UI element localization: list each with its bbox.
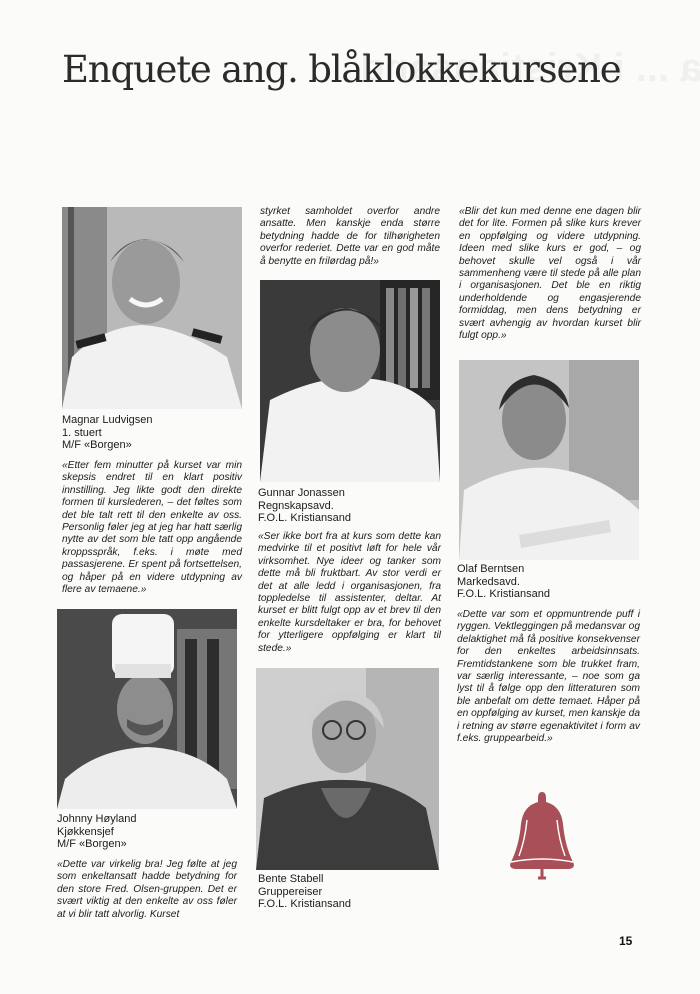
person-org: F.O.L. Kristiansand xyxy=(258,898,351,911)
portrait-magnar-ludvigsen xyxy=(62,207,242,409)
caption-magnar-ludvigsen xyxy=(62,414,242,452)
person-org: F.O.L. Kristiansand xyxy=(457,588,550,601)
person-name: Olaf Berntsen xyxy=(457,563,525,575)
portrait-bente-stabell xyxy=(256,668,439,870)
quote-olaf-berntsen: «Dette var som et oppmuntrende puff i ryggen. Vektleggingen på medansvar og delaktighet må få positive konsekvenser for den enkeltes arbeidsinnsats. Fremtidstankene som ble trukket fram, var særlig interessante, – noe som ga lyst til å følge opp den litteraturen som ble anbefalt om dette temaet. Håper på en oppfølging av kurset, men kanskje da i retning av større egenaktivitet i form av f.eks. gruppearbeid.» xyxy=(457,609,640,745)
person-role: Gruppereiser xyxy=(258,885,323,898)
quote-top-right: «Blir det kun med denne ene dagen blir det for lite. Formen på slike kurs krever en oppfølging og videre utdypning. Ideen med slike kurs er god, – og behovet skulle vel også i vår sammenheng være til stede på alle plan i organisasjonen. Det ble en riktig underholdende og engasjerende formiddag, men dens betydning er svært avhengig av hvordan kurset blir fulgt opp.» xyxy=(459,206,641,342)
quote-magnar-ludvigsen: «Etter fem minutter på kurset var min skepsis endret til en klart positiv innstilling. Jeg likte godt den direkte formen til kurslederen, – det føltes som det ble talt rett til den enkelte av oss. Personlig føler jeg at jeg har hatt særlig nytte av det som ble tatt opp angående kroppsspråk, f.eks. i møte med passasjerene. Er spent på fortsettelsen, og håper på en videre utdypning av flere av temaene.» xyxy=(62,460,242,596)
caption-bente-stabell xyxy=(258,873,443,911)
person-role: Kjøkkensjef xyxy=(57,825,114,838)
portrait-gunnar-jonassen xyxy=(260,280,440,482)
caption-olaf-berntsen xyxy=(457,563,642,601)
page-title: Enquete ang. blåklokkekursene xyxy=(62,48,621,91)
quote-continuation: styrket samholdet overfor andre ansatte. Men kanskje enda større betydning hadde de for tilhørigheten overfor rederiet. Dette var en god måte å benytte en frilørdag på!» xyxy=(260,206,440,267)
person-name: Gunnar Jonassen xyxy=(258,487,345,499)
caption-johnny-hoyland xyxy=(57,813,237,851)
quote-gunnar-jonassen: «Ser ikke bort fra at kurs som dette kan medvirke til et positivt løft for hele vår virksomhet. Nye ideer og tanker som dette må bli fruktbart. Av stor verdi er det at alle ledd i organisasjonen, fra toppledelse til assistenter, deltar. At kurset er blitt fulgt opp av et brev til den enkelte kursdeltaker er bra, for behovet for ytterligere oppfølging er klart til stede.» xyxy=(258,531,441,654)
person-org: M/F «Borgen» xyxy=(57,838,127,851)
person-org: M/F «Borgen» xyxy=(62,439,132,452)
person-role: Markedsavd. xyxy=(457,575,520,588)
bell-icon xyxy=(505,790,579,882)
person-name: Bente Stabell xyxy=(258,873,324,885)
person-role: Regnskapsavd. xyxy=(258,499,334,512)
caption-gunnar-jonassen xyxy=(258,487,443,525)
person-role: 1. stuert xyxy=(62,426,102,439)
page-number: 15 xyxy=(619,934,633,948)
portrait-johnny-hoyland xyxy=(57,609,237,809)
portrait-olaf-berntsen xyxy=(459,360,639,560)
person-name: Johnny Høyland xyxy=(57,813,137,825)
person-org: F.O.L. Kristiansand xyxy=(258,512,351,525)
quote-johnny-hoyland: «Dette var virkelig bra! Jeg følte at jeg som enkeltansatt hadde betydning for den store Fred. Olsen-gruppen. Det er svært viktig at den enkelte av oss føler at vi blir tatt alvorlig. Kurset xyxy=(57,859,237,920)
person-name: Magnar Ludvigsen xyxy=(62,414,153,426)
